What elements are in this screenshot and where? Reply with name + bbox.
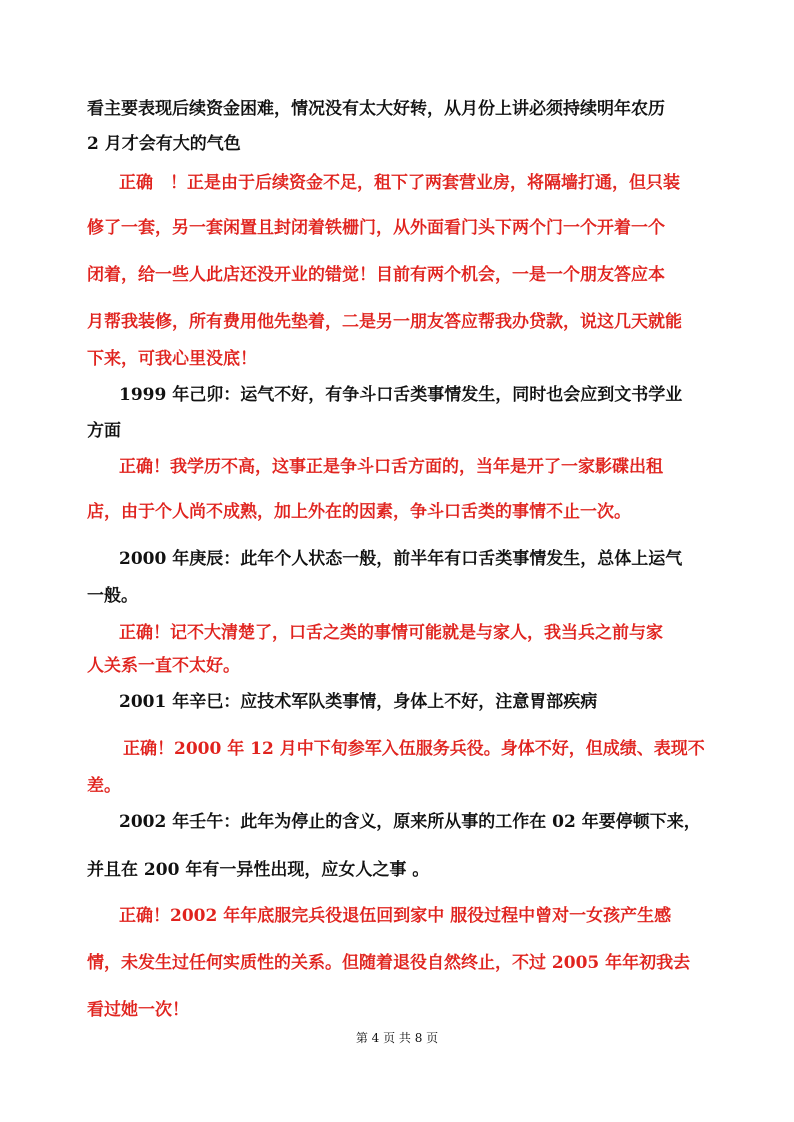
- red-comment-line: 正确 ！正是由于后续资金不足，租下了两套营业房，将隔墙打通，但只装: [119, 173, 680, 193]
- red-comment-line: 正确！我学历不高，这事正是争斗口舌方面的，当年是开了一家影碟出租: [119, 457, 663, 477]
- text-line: 2000 年庚辰：此年个人状态一般，前半年有口舌类事情发生，总体上运气: [119, 549, 683, 569]
- red-comment-line: 差。: [87, 776, 121, 796]
- text-line: 一般。: [87, 586, 138, 606]
- red-comment-line: 闭着，给一些人此店还没开业的错觉！目前有两个机会，一是一个朋友答应本: [87, 265, 665, 285]
- text-line: 2001 年辛巳：应技术军队类事情，身体上不好，注意胃部疾病: [119, 692, 598, 712]
- red-comment-line: 正确！2000 年 12 月中下旬参军入伍服务兵役。身体不好，但成绩、表现不: [123, 739, 705, 759]
- red-comment-line: 月帮我装修，所有费用他先垫着，二是另一朋友答应帮我办贷款，说这几天就能: [87, 312, 682, 332]
- text-line: 并且在 200 年有一异性出现，应女人之事 。: [87, 860, 430, 880]
- text-line: 2002 年壬午：此年为停止的含义，原来所从事的工作在 02 年要停顿下来，: [119, 812, 701, 832]
- red-comment-line: 看过她一次！: [87, 1000, 189, 1020]
- red-comment-line: 修了一套，另一套闲置且封闭着铁栅门，从外面看门头下两个门一个开着一个: [87, 218, 665, 238]
- red-comment-line: 下来，可我心里没底！: [87, 349, 257, 369]
- text-line: 2 月才会有大的气色: [87, 134, 241, 154]
- text-line: 看主要表现后续资金困难，情况没有太大好转，从月份上讲必须持续明年农历: [87, 99, 665, 119]
- red-comment-line: 正确！记不大清楚了，口舌之类的事情可能就是与家人，我当兵之前与家: [119, 623, 663, 643]
- red-comment-line: 情，未发生过任何实质性的关系。但随着退役自然终止，不过 2005 年年初我去: [87, 953, 691, 973]
- text-line: 1999 年己卯：运气不好，有争斗口舌类事情发生，同时也会应到文书学业: [119, 385, 683, 405]
- text-line: 方面: [87, 421, 121, 441]
- red-comment-line: 店，由于个人尚不成熟，加上外在的因素，争斗口舌类的事情不止一次。: [87, 502, 631, 522]
- red-comment-line: 正确！2002 年年底服完兵役退伍回到家中 服役过程中曾对一女孩产生感: [119, 906, 672, 926]
- red-comment-line: 人关系一直不太好。: [87, 656, 240, 676]
- page-footer: 第 4 页 共 8 页: [355, 1031, 439, 1045]
